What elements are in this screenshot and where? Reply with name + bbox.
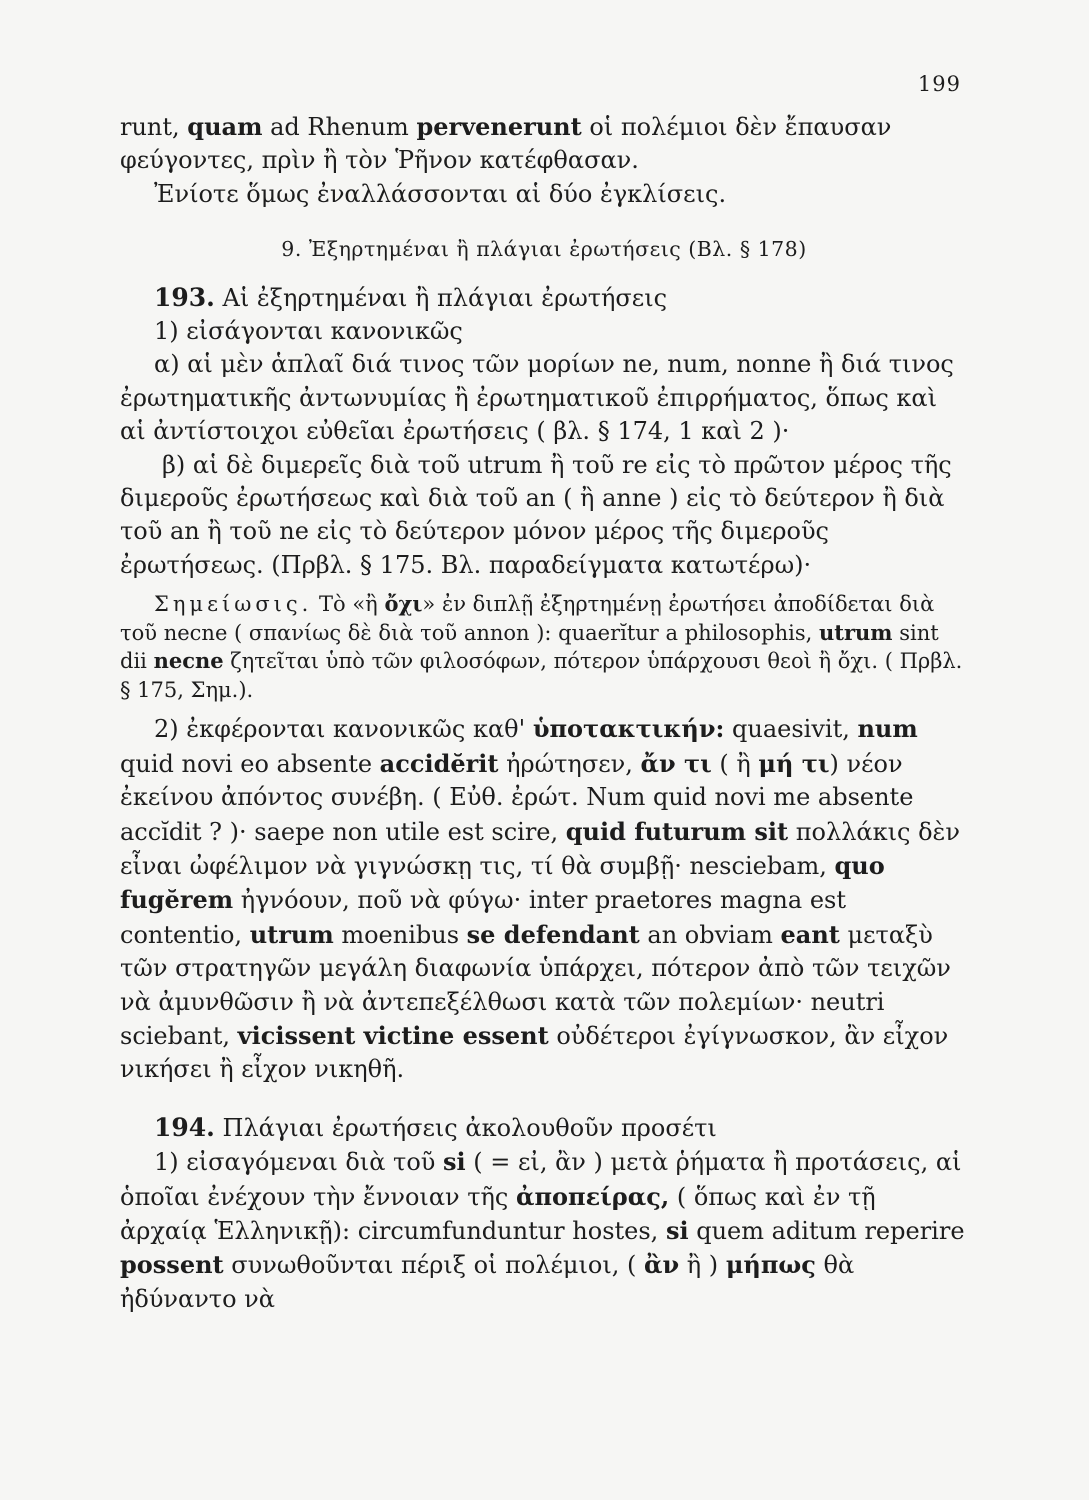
text-run: ( ὅπως καὶ ἐν τῇ ἀρχαίᾳ Ἑλληνικῇ): circumfunduntur hostes, [120,1182,876,1245]
text-run: quaesivit, [724,715,858,744]
greek-bold: ὑποτακτικήν: [532,714,725,744]
greek-bold: ἄν τι [640,748,712,778]
text-run: ) νέον ἐκείνου ἀπόντος συνέβη. ( Εὐθ. ἐρώτ. Num quid novi me absente accĭdit ? )· saepe non utile est scire, [120,749,914,846]
latin-bold: utrum [249,919,334,949]
greek-bold: ἀποπείρας, [515,1181,670,1211]
rule-1: 1) εἰσάγονται κανονικῶς [154,317,463,346]
text-run: οὐδέτεροι ἐγίγνωσκον, ἂν εἶχον νικήσει ἢ εἶχον νικηθῆ. [120,1021,949,1084]
text-run: ad Rhenum [262,113,417,141]
greek-bold: μήπως [725,1250,816,1280]
text-run: ( = εἰ, ἂν ) μετὰ ῥήματα ἢ προτάσεις, αἱ ὁποῖαι ἐνέχουν τὴν ἔννοιαν τῆς [120,1148,962,1211]
text-run: ( ἢ [711,749,759,778]
text-run: ἠρώτησεν, [498,749,641,778]
text-run: quid novi eo absente [120,749,380,778]
section-heading: 9. Ἐξηρτημέναι ἢ πλάγιαι ἐρωτήσεις (Βλ. § 178) [281,237,807,262]
text-run: quem aditum reperire [688,1216,965,1245]
latin-bold: se defendant [466,919,640,949]
text-run: θὰ ἠδύναντο νὰ [120,1251,855,1313]
greek-bold: ὄχι [384,591,423,617]
rule-1-beta: β) αἱ δὲ διμερεῖς διὰ τοῦ utrum ἢ τοῦ re εἰς τὸ πρῶτον μέρος τῆς διμεροῦς ἐρωτήσεως καὶ διὰ τοῦ an ( ἢ anne ) εἰς τὸ δεύτερον ἢ διὰ τοῦ an ἢ τοῦ ne εἰς τὸ δεύτερον μόνον μέρος τῆς διμεροῦς ἐρωτήσεως. (Πρβλ. § 175. Βλ. παραδείγματα κατωτέρω)· [120,450,952,579]
latin-bold: vicissent victine essent [237,1020,549,1050]
latin-bold: quid futurum sit [565,816,789,846]
text-run: sint dii [120,620,939,674]
rule-2 [120,712,968,1086]
latin-bold: si [665,1215,689,1245]
latin-bold: necne [153,648,224,674]
latin-bold: quam [187,112,263,141]
paragraph-note-alternation: Ἐνίοτε ὅμως ἐναλλάσσονται αἱ δύο ἐγκλίσεις. [154,179,727,208]
page-body [120,110,968,1316]
page-number: 199 [917,72,961,96]
section-193-title [120,281,968,315]
latin-bold: pervenerunt [416,112,582,141]
latin-bold: utrum [819,619,893,645]
section-194-title [120,1111,968,1145]
latin-bold: possent [120,1250,224,1280]
section-title: Πλάγιαι ἐρωτήσεις ἀκολουθοῦν προσέτι [214,1113,717,1142]
greek-bold: ἂν [644,1250,680,1280]
text-run: moenibus [333,920,467,949]
text-run: Τὸ «ἢ [312,592,385,617]
rule-194-1 [120,1145,968,1316]
greek-bold: μή τι [758,748,830,778]
latin-bold: quo fugĕrem [120,850,885,915]
text-run: » ἐν διπλῇ ἐξηρτημένῃ ἐρωτήσει ἀποδίδεται διὰ τοῦ necne ( σπανίως δὲ διὰ τοῦ annon ): quaerĭtur a philosophis, [120,592,935,645]
text-run: runt, [120,113,188,141]
text-run: συνωθοῦνται πέριξ οἱ πολέμιοι, ( [223,1251,645,1280]
section-number: 193. [154,282,215,312]
text-run: οἱ πολέμιοι δὲν ἔπαυσαν φεύγοντες, πρὶν ἢ τὸν Ῥῆνον κατέφθασαν. [120,113,892,175]
paragraph-continuation [120,110,968,178]
section-title: Αἱ ἐξηρτημέναι ἢ πλάγιαι ἐρωτήσεις [214,283,668,312]
note-label: Σημείωσις. [154,592,313,617]
text-run: ἢ ) [679,1251,726,1280]
rule-1-alpha: α) αἱ μὲν ἁπλαῖ διά τινος τῶν μορίων ne, num, nonne ἢ διά τινος ἐρωτηματικῆς ἀντωνυμίας ἢ ἐρωτηματικοῦ ἐπιρρήματος, ὅπως καὶ αἱ ἀντίστοιχοι εὐθεῖαι ἐρωτήσεις ( βλ. § 174, 1 καὶ 2 )· [120,350,954,446]
latin-bold: si [443,1147,466,1177]
text-run: 2) ἐκφέρονται κανονικῶς καθ' [154,715,533,744]
latin-bold: num [857,714,918,744]
remark-note [120,590,968,704]
text-run: 1) εἰσαγόμεναι διὰ τοῦ [154,1148,443,1177]
text-run: ζητεῖται ὑπὸ τῶν φιλοσόφων, πότερον ὑπάρχουσι θεοὶ ἢ ὄχι. ( Πρβλ. § 175, Σημ.). [120,649,963,702]
text-run: an obviam [639,920,781,949]
text-run: πολλάκις δὲν εἶναι ὠφέλιμον νὰ γιγνώσκῃ τις, τί θὰ συμβῇ· nesciebam, [120,817,961,880]
latin-bold: eant [780,919,840,949]
latin-bold: accidĕrit [379,748,499,778]
text-run: ἠγνόουν, ποῦ νὰ φύγω· inter praetores magna est contentio, [120,886,846,949]
spacer [120,1087,968,1111]
text-run: μεταξὺ τῶν στρατηγῶν μεγάλη διαφωνία ὑπάρχει, πότερον ἀπὸ τῶν τειχῶν νὰ ἀμυνθῶσιν ἢ νὰ ἀντεπεξέλθωσι κατὰ τῶν πολεμίων· neutri sciebant, [120,920,951,1050]
section-number: 194. [154,1112,215,1142]
